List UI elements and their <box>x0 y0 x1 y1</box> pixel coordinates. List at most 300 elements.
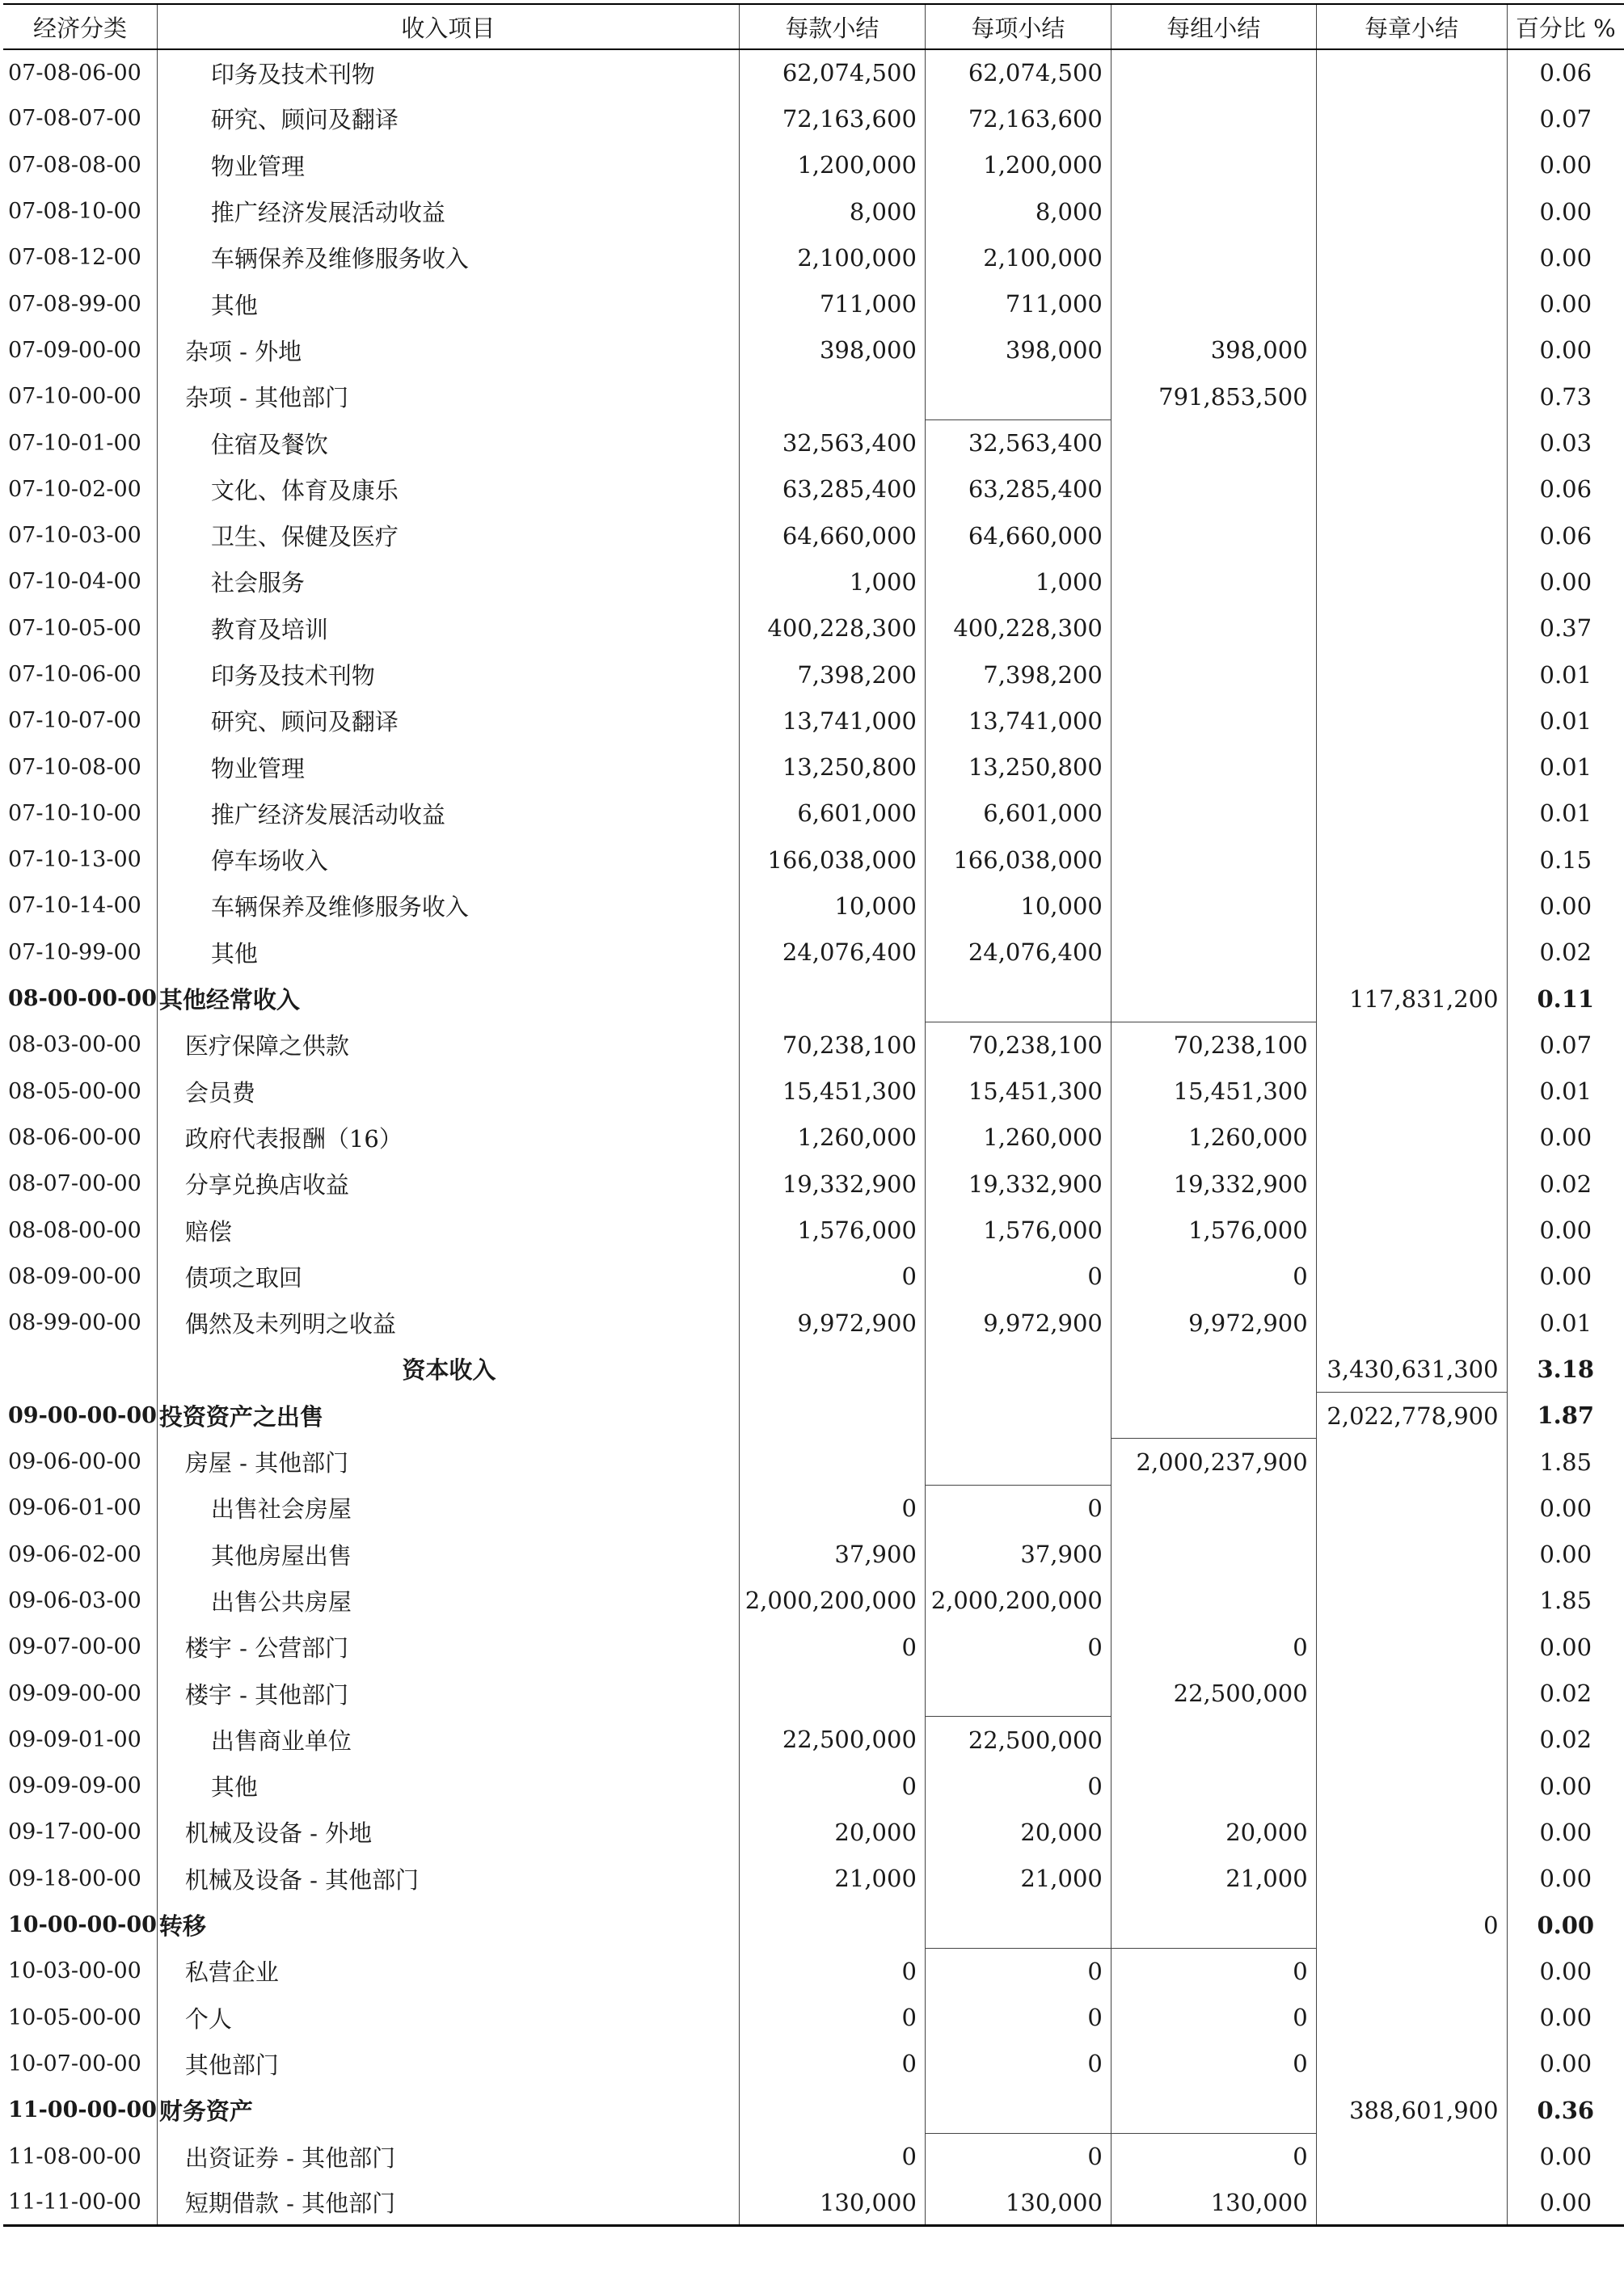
cell-article-subtotal: 6,601,000 <box>739 790 925 837</box>
table-row <box>3 1948 1624 1994</box>
cell-percentage: 0.06 <box>1507 466 1624 512</box>
cell-group-subtotal: 15,451,300 <box>1111 1069 1316 1115</box>
header-revenue-item: 收入项目 <box>157 4 739 49</box>
cell-article-subtotal: 2,100,000 <box>739 234 925 280</box>
cell-item-name: 医疗保障之供款 <box>157 1022 739 1068</box>
table-row <box>3 1485 1624 1531</box>
cell-article-subtotal: 72,163,600 <box>739 95 925 141</box>
cell-article-subtotal: 0 <box>739 2133 925 2179</box>
cell-article-subtotal <box>739 373 925 419</box>
cell-group-subtotal <box>1111 466 1316 512</box>
cell-item-name: 教育及培训 <box>157 605 739 651</box>
cell-group-subtotal <box>1111 1393 1316 1439</box>
cell-percentage: 0.00 <box>1507 2180 1624 2226</box>
table-row <box>3 1115 1624 1161</box>
cell-group-subtotal <box>1111 837 1316 883</box>
cell-item-name: 其他 <box>157 930 739 976</box>
cell-item-subtotal: 6,601,000 <box>925 790 1111 837</box>
cell-article-subtotal <box>739 1346 925 1392</box>
cell-code: 07-08-08-00 <box>8 152 141 178</box>
cell-percentage: 0.00 <box>1507 1948 1624 1994</box>
cell-item-subtotal: 13,250,800 <box>925 744 1111 790</box>
cell-code: 07-10-02-00 <box>8 476 141 502</box>
cell-item-name: 文化、体育及康乐 <box>157 466 739 512</box>
cell-item-name: 房屋 - 其他部门 <box>157 1439 739 1485</box>
cell-item-subtotal: 72,163,600 <box>925 95 1111 141</box>
cell-code: 07-10-06-00 <box>8 662 141 687</box>
cell-item-subtotal: 400,228,300 <box>925 605 1111 651</box>
cell-item-subtotal <box>925 1439 1111 1485</box>
cell-percentage: 0.00 <box>1507 234 1624 280</box>
cell-article-subtotal <box>739 2087 925 2133</box>
cell-code: 10-07-00-00 <box>8 2051 141 2076</box>
table-row <box>3 605 1624 651</box>
cell-item-name: 楼宇 - 其他部门 <box>157 1670 739 1716</box>
cell-article-subtotal: 32,563,400 <box>739 419 925 466</box>
cell-code: 07-10-10-00 <box>8 800 141 826</box>
table-header-row <box>3 4 1624 49</box>
cell-group-subtotal: 1,576,000 <box>1111 1207 1316 1253</box>
table-row <box>3 883 1624 929</box>
cell-item-name: 转移 <box>157 1902 739 1948</box>
table-row <box>3 1717 1624 1763</box>
cell-item-subtotal: 32,563,400 <box>925 419 1111 466</box>
cell-group-subtotal: 0 <box>1111 1948 1316 1994</box>
table-row <box>3 2087 1624 2133</box>
cell-item-name: 财务资产 <box>157 2087 739 2133</box>
cell-code: 09-18-00-00 <box>8 1865 141 1891</box>
cell-item-name: 印务及技术刊物 <box>157 651 739 698</box>
cell-item-subtotal: 1,260,000 <box>925 1115 1111 1161</box>
cell-item-subtotal: 2,100,000 <box>925 234 1111 280</box>
cell-group-subtotal <box>1111 651 1316 698</box>
table-row <box>3 651 1624 698</box>
cell-chapter-subtotal <box>1316 651 1507 698</box>
cell-percentage: 0.01 <box>1507 1069 1624 1115</box>
table-row <box>3 512 1624 559</box>
cell-code: 09-09-00-00 <box>8 1680 141 1706</box>
cell-group-subtotal <box>1111 559 1316 605</box>
cell-code: 07-08-12-00 <box>8 245 141 271</box>
cell-item-subtotal: 130,000 <box>925 2180 1111 2226</box>
cell-article-subtotal: 8,000 <box>739 188 925 234</box>
cell-item-subtotal: 24,076,400 <box>925 930 1111 976</box>
cell-item-name: 研究、顾问及翻译 <box>157 95 739 141</box>
cell-code: 09-00-00-00 <box>8 1402 157 1428</box>
cell-item-name: 杂项 - 外地 <box>157 327 739 373</box>
cell-item-name: 印务及技术刊物 <box>157 49 739 95</box>
cell-item-name: 社会服务 <box>157 559 739 605</box>
table-row <box>3 790 1624 837</box>
cell-article-subtotal: 711,000 <box>739 280 925 327</box>
cell-chapter-subtotal <box>1316 2041 1507 2087</box>
cell-chapter-subtotal <box>1316 95 1507 141</box>
table-row <box>3 327 1624 373</box>
cell-group-subtotal: 398,000 <box>1111 327 1316 373</box>
table-body <box>3 49 1624 2226</box>
cell-group-subtotal <box>1111 234 1316 280</box>
header-article-subtotal: 每款小结 <box>739 4 925 49</box>
cell-item-name: 其他经常收入 <box>157 976 739 1022</box>
cell-percentage: 0.00 <box>1507 1254 1624 1300</box>
cell-percentage: 0.03 <box>1507 419 1624 466</box>
cell-chapter-subtotal <box>1316 2180 1507 2226</box>
cell-article-subtotal: 0 <box>739 1254 925 1300</box>
cell-item-name: 短期借款 - 其他部门 <box>157 2180 739 2226</box>
cell-item-subtotal: 10,000 <box>925 883 1111 929</box>
cell-percentage: 1.85 <box>1507 1578 1624 1624</box>
cell-code: 08-05-00-00 <box>8 1078 141 1104</box>
cell-chapter-subtotal <box>1316 234 1507 280</box>
cell-item-subtotal: 2,000,200,000 <box>925 1578 1111 1624</box>
cell-item-subtotal: 20,000 <box>925 1809 1111 1855</box>
table-row <box>3 1578 1624 1624</box>
cell-percentage: 0.00 <box>1507 142 1624 188</box>
cell-chapter-subtotal <box>1316 1532 1507 1578</box>
cell-article-subtotal: 0 <box>739 2041 925 2087</box>
cell-percentage: 0.37 <box>1507 605 1624 651</box>
cell-chapter-subtotal: 117,831,200 <box>1316 976 1507 1022</box>
cell-chapter-subtotal <box>1316 1763 1507 1809</box>
cell-item-subtotal: 13,741,000 <box>925 698 1111 744</box>
cell-item-name: 债项之取回 <box>157 1254 739 1300</box>
cell-chapter-subtotal <box>1316 1670 1507 1716</box>
cell-article-subtotal: 13,250,800 <box>739 744 925 790</box>
cell-item-subtotal <box>925 2087 1111 2133</box>
cell-chapter-subtotal <box>1316 373 1507 419</box>
cell-item-name: 会员费 <box>157 1069 739 1115</box>
cell-code: 09-17-00-00 <box>8 1819 141 1845</box>
cell-item-name: 赔偿 <box>157 1207 739 1253</box>
cell-percentage: 0.02 <box>1507 930 1624 976</box>
cell-item-subtotal: 398,000 <box>925 327 1111 373</box>
cell-item-subtotal <box>925 1670 1111 1716</box>
cell-chapter-subtotal <box>1316 1717 1507 1763</box>
table-row <box>3 234 1624 280</box>
cell-group-subtotal <box>1111 1485 1316 1531</box>
cell-item-subtotal: 0 <box>925 1994 1111 2040</box>
cell-group-subtotal <box>1111 1763 1316 1809</box>
cell-chapter-subtotal <box>1316 1300 1507 1346</box>
cell-group-subtotal: 21,000 <box>1111 1856 1316 1902</box>
cell-percentage: 0.00 <box>1507 883 1624 929</box>
cell-code: 09-06-01-00 <box>8 1495 141 1521</box>
cell-percentage: 0.15 <box>1507 837 1624 883</box>
cell-item-subtotal: 63,285,400 <box>925 466 1111 512</box>
header-percentage: 百分比 % <box>1507 4 1624 49</box>
cell-item-subtotal: 166,038,000 <box>925 837 1111 883</box>
cell-article-subtotal: 13,741,000 <box>739 698 925 744</box>
cell-group-subtotal <box>1111 419 1316 466</box>
cell-percentage: 0.00 <box>1507 1809 1624 1855</box>
cell-group-subtotal: 22,500,000 <box>1111 1670 1316 1716</box>
cell-group-subtotal: 20,000 <box>1111 1809 1316 1855</box>
cell-chapter-subtotal <box>1316 419 1507 466</box>
cell-item-name: 楼宇 - 公营部门 <box>157 1624 739 1670</box>
cell-chapter-subtotal <box>1316 1161 1507 1207</box>
table-row <box>3 1069 1624 1115</box>
cell-code: 07-08-10-00 <box>8 199 141 225</box>
table-row <box>3 1393 1624 1439</box>
cell-group-subtotal <box>1111 512 1316 559</box>
cell-code: 10-03-00-00 <box>8 1958 141 1984</box>
cell-code: 07-08-99-00 <box>8 291 141 317</box>
cell-code: 07-10-00-00 <box>8 384 141 410</box>
cell-code: 10-05-00-00 <box>8 2004 141 2030</box>
cell-article-subtotal: 1,200,000 <box>739 142 925 188</box>
cell-percentage: 0.07 <box>1507 95 1624 141</box>
table-row <box>3 2041 1624 2087</box>
cell-code: 07-10-13-00 <box>8 847 141 873</box>
cell-article-subtotal: 1,260,000 <box>739 1115 925 1161</box>
cell-article-subtotal: 22,500,000 <box>739 1717 925 1763</box>
cell-code: 07-10-99-00 <box>8 939 141 965</box>
cell-item-name: 车辆保养及维修服务收入 <box>157 234 739 280</box>
table-row <box>3 976 1624 1022</box>
table-row <box>3 698 1624 744</box>
cell-group-subtotal <box>1111 1532 1316 1578</box>
cell-item-name: 物业管理 <box>157 142 739 188</box>
cell-code: 08-03-00-00 <box>8 1032 141 1058</box>
cell-article-subtotal: 15,451,300 <box>739 1069 925 1115</box>
cell-code: 09-07-00-00 <box>8 1634 141 1660</box>
cell-percentage: 0.73 <box>1507 373 1624 419</box>
cell-item-name: 投资资产之出售 <box>157 1393 739 1439</box>
table-row <box>3 930 1624 976</box>
cell-item-subtotal: 8,000 <box>925 188 1111 234</box>
cell-item-name: 杂项 - 其他部门 <box>157 373 739 419</box>
cell-item-name: 住宿及餐饮 <box>157 419 739 466</box>
cell-code: 09-09-09-00 <box>8 1773 141 1799</box>
cell-code <box>3 1346 157 1392</box>
cell-item-subtotal: 0 <box>925 2041 1111 2087</box>
cell-article-subtotal: 0 <box>739 1948 925 1994</box>
cell-item-name: 其他 <box>157 280 739 327</box>
cell-item-subtotal: 1,000 <box>925 559 1111 605</box>
cell-group-subtotal <box>1111 95 1316 141</box>
cell-chapter-subtotal <box>1316 2133 1507 2179</box>
cell-chapter-subtotal <box>1316 698 1507 744</box>
cell-group-subtotal <box>1111 976 1316 1022</box>
cell-chapter-subtotal <box>1316 1809 1507 1855</box>
table-row <box>3 1902 1624 1948</box>
cell-group-subtotal: 0 <box>1111 2133 1316 2179</box>
cell-group-subtotal <box>1111 1346 1316 1392</box>
cell-group-subtotal <box>1111 883 1316 929</box>
cell-percentage: 0.36 <box>1507 2087 1624 2133</box>
cell-code: 11-08-00-00 <box>8 2144 141 2169</box>
cell-percentage: 0.00 <box>1507 1902 1624 1948</box>
cell-item-subtotal <box>925 1393 1111 1439</box>
cell-code: 08-09-00-00 <box>8 1263 141 1289</box>
cell-item-name: 车辆保养及维修服务收入 <box>157 883 739 929</box>
cell-chapter-subtotal <box>1316 280 1507 327</box>
cell-article-subtotal: 64,660,000 <box>739 512 925 559</box>
cell-chapter-subtotal <box>1316 1578 1507 1624</box>
cell-article-subtotal: 2,000,200,000 <box>739 1578 925 1624</box>
cell-chapter-subtotal: 2,022,778,900 <box>1316 1393 1507 1439</box>
cell-item-name: 机械及设备 - 其他部门 <box>157 1856 739 1902</box>
cell-item-name: 出售社会房屋 <box>157 1485 739 1531</box>
cell-group-subtotal <box>1111 2087 1316 2133</box>
table-row <box>3 1161 1624 1207</box>
table-row <box>3 2180 1624 2226</box>
cell-item-subtotal: 19,332,900 <box>925 1161 1111 1207</box>
cell-item-name: 分享兑换店收益 <box>157 1161 739 1207</box>
cell-article-subtotal: 0 <box>739 1994 925 2040</box>
cell-item-name: 出售公共房屋 <box>157 1578 739 1624</box>
table-row <box>3 373 1624 419</box>
cell-chapter-subtotal <box>1316 188 1507 234</box>
table-row <box>3 1624 1624 1670</box>
cell-code: 07-10-04-00 <box>8 569 141 595</box>
cell-article-subtotal: 1,576,000 <box>739 1207 925 1253</box>
table-row <box>3 280 1624 327</box>
cell-group-subtotal <box>1111 930 1316 976</box>
cell-article-subtotal <box>739 1902 925 1948</box>
cell-article-subtotal: 63,285,400 <box>739 466 925 512</box>
table-row <box>3 466 1624 512</box>
cell-item-subtotal: 0 <box>925 1624 1111 1670</box>
cell-article-subtotal: 398,000 <box>739 327 925 373</box>
cell-chapter-subtotal <box>1316 790 1507 837</box>
cell-group-subtotal <box>1111 1717 1316 1763</box>
cell-percentage: 0.00 <box>1507 1485 1624 1531</box>
cell-percentage: 0.00 <box>1507 1624 1624 1670</box>
cell-code: 08-00-00-00 <box>8 986 157 1012</box>
cell-percentage: 0.01 <box>1507 651 1624 698</box>
cell-chapter-subtotal <box>1316 1948 1507 1994</box>
cell-group-subtotal <box>1111 1578 1316 1624</box>
cell-article-subtotal: 0 <box>739 1485 925 1531</box>
cell-article-subtotal <box>739 1439 925 1485</box>
cell-item-name: 私营企业 <box>157 1948 739 1994</box>
cell-code: 07-08-06-00 <box>8 60 141 86</box>
cell-code: 07-08-07-00 <box>8 106 141 132</box>
table-row <box>3 188 1624 234</box>
cell-chapter-subtotal <box>1316 605 1507 651</box>
cell-group-subtotal: 70,238,100 <box>1111 1022 1316 1068</box>
cell-code: 08-08-00-00 <box>8 1217 141 1243</box>
cell-chapter-subtotal: 3,430,631,300 <box>1316 1346 1507 1392</box>
cell-article-subtotal <box>739 1670 925 1716</box>
cell-item-subtotal: 37,900 <box>925 1532 1111 1578</box>
cell-item-subtotal: 1,576,000 <box>925 1207 1111 1253</box>
cell-percentage: 0.02 <box>1507 1670 1624 1716</box>
cell-chapter-subtotal: 388,601,900 <box>1316 2087 1507 2133</box>
cell-code: 07-10-08-00 <box>8 754 141 780</box>
cell-percentage: 0.06 <box>1507 512 1624 559</box>
cell-chapter-subtotal <box>1316 1115 1507 1161</box>
cell-item-subtotal: 9,972,900 <box>925 1300 1111 1346</box>
cell-item-subtotal: 1,200,000 <box>925 142 1111 188</box>
cell-item-name: 偶然及未列明之收益 <box>157 1300 739 1346</box>
cell-item-subtotal: 15,451,300 <box>925 1069 1111 1115</box>
table-row <box>3 1532 1624 1578</box>
cell-group-subtotal: 791,853,500 <box>1111 373 1316 419</box>
cell-article-subtotal <box>739 976 925 1022</box>
cell-item-subtotal: 0 <box>925 1254 1111 1300</box>
cell-group-subtotal <box>1111 188 1316 234</box>
cell-percentage: 0.00 <box>1507 188 1624 234</box>
table-row <box>3 142 1624 188</box>
table-row <box>3 1670 1624 1716</box>
cell-percentage: 0.02 <box>1507 1717 1624 1763</box>
header-item-subtotal: 每项小结 <box>925 4 1111 49</box>
cell-item-name: 出资证券 - 其他部门 <box>157 2133 739 2179</box>
cell-chapter-subtotal <box>1316 883 1507 929</box>
cell-code: 07-10-01-00 <box>8 430 141 456</box>
cell-chapter-subtotal <box>1316 1485 1507 1531</box>
cell-article-subtotal: 24,076,400 <box>739 930 925 976</box>
cell-percentage: 1.85 <box>1507 1439 1624 1485</box>
cell-item-subtotal: 64,660,000 <box>925 512 1111 559</box>
table-row <box>3 559 1624 605</box>
cell-item-subtotal <box>925 373 1111 419</box>
table-row <box>3 1346 1624 1392</box>
cell-group-subtotal <box>1111 790 1316 837</box>
cell-percentage: 0.00 <box>1507 1532 1624 1578</box>
cell-percentage: 0.01 <box>1507 698 1624 744</box>
cell-group-subtotal: 1,260,000 <box>1111 1115 1316 1161</box>
cell-chapter-subtotal <box>1316 1022 1507 1068</box>
cell-item-subtotal: 70,238,100 <box>925 1022 1111 1068</box>
cell-group-subtotal <box>1111 280 1316 327</box>
cell-item-name: 其他部门 <box>157 2041 739 2087</box>
cell-chapter-subtotal: 0 <box>1316 1902 1507 1948</box>
cell-code: 07-10-05-00 <box>8 615 141 641</box>
cell-percentage: 0.00 <box>1507 1763 1624 1809</box>
cell-item-subtotal: 0 <box>925 1485 1111 1531</box>
cell-group-subtotal: 19,332,900 <box>1111 1161 1316 1207</box>
table-row <box>3 1022 1624 1068</box>
cell-group-subtotal: 130,000 <box>1111 2180 1316 2226</box>
cell-item-name: 物业管理 <box>157 744 739 790</box>
cell-chapter-subtotal <box>1316 930 1507 976</box>
cell-chapter-subtotal <box>1316 1994 1507 2040</box>
cell-article-subtotal: 20,000 <box>739 1809 925 1855</box>
table-row <box>3 744 1624 790</box>
table-row <box>3 49 1624 95</box>
cell-article-subtotal: 0 <box>739 1763 925 1809</box>
cell-chapter-subtotal <box>1316 1624 1507 1670</box>
cell-group-subtotal <box>1111 142 1316 188</box>
cell-item-subtotal <box>925 976 1111 1022</box>
cell-percentage: 0.06 <box>1507 49 1624 95</box>
cell-article-subtotal <box>739 1393 925 1439</box>
cell-code: 09-06-00-00 <box>8 1449 141 1475</box>
cell-chapter-subtotal <box>1316 1207 1507 1253</box>
table-row <box>3 1439 1624 1485</box>
cell-article-subtotal: 1,000 <box>739 559 925 605</box>
cell-item-subtotal: 21,000 <box>925 1856 1111 1902</box>
cell-percentage: 0.00 <box>1507 559 1624 605</box>
cell-group-subtotal: 2,000,237,900 <box>1111 1439 1316 1485</box>
cell-group-subtotal <box>1111 744 1316 790</box>
cell-chapter-subtotal <box>1316 559 1507 605</box>
cell-code: 11-00-00-00 <box>8 2097 157 2123</box>
cell-item-subtotal: 22,500,000 <box>925 1717 1111 1763</box>
cell-item-name: 出售商业单位 <box>157 1717 739 1763</box>
cell-item-name: 政府代表报酬（16） <box>157 1115 739 1161</box>
cell-percentage: 0.07 <box>1507 1022 1624 1068</box>
cell-item-subtotal: 0 <box>925 1763 1111 1809</box>
cell-chapter-subtotal <box>1316 1856 1507 1902</box>
cell-percentage: 1.87 <box>1507 1393 1624 1439</box>
cell-item-name: 其他 <box>157 1763 739 1809</box>
revenue-table <box>3 3 1624 2227</box>
cell-percentage: 0.00 <box>1507 2133 1624 2179</box>
